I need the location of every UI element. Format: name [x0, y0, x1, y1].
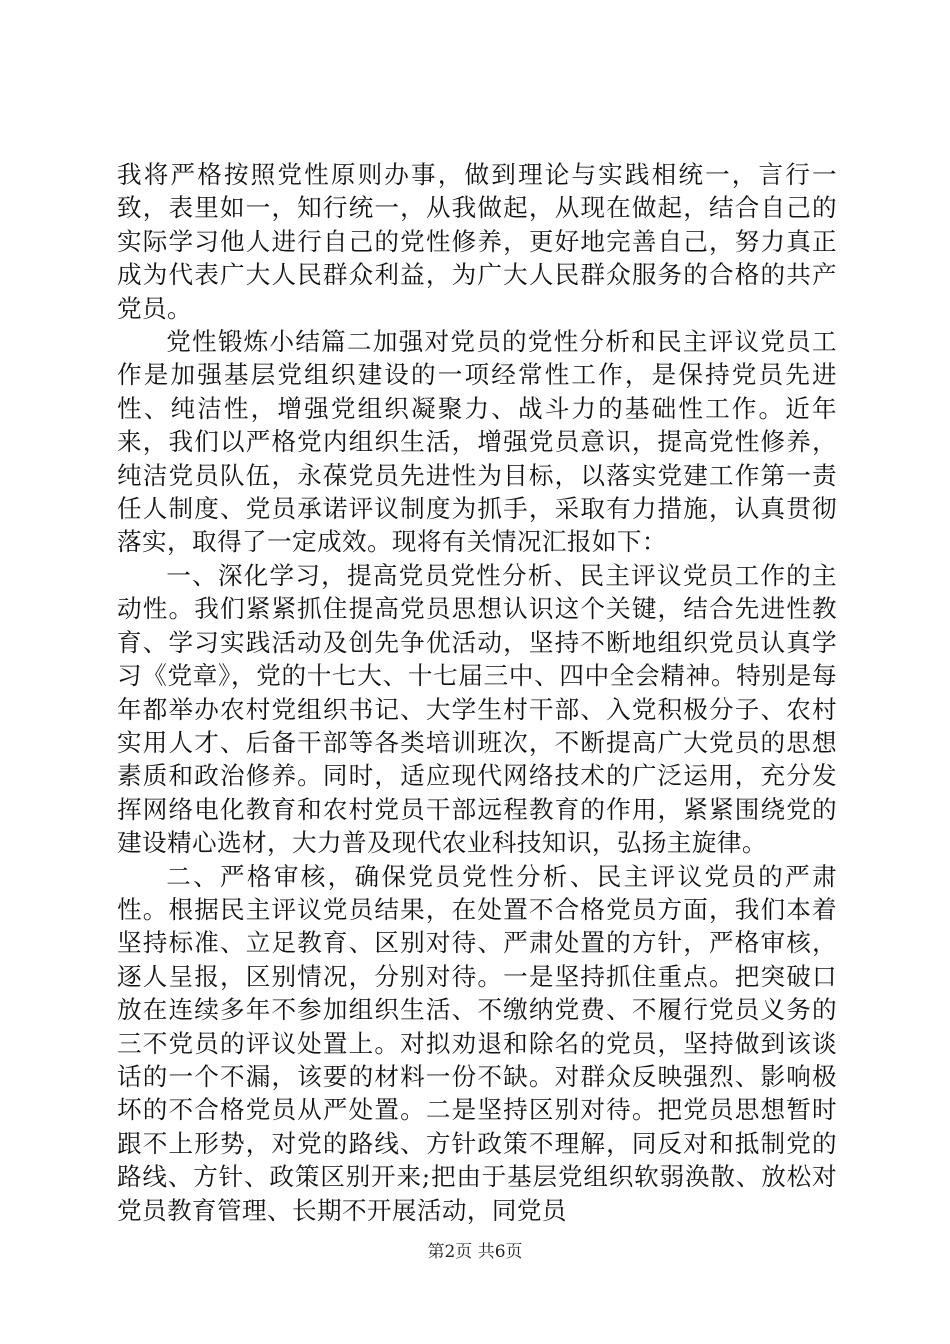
- page-number: 第2页: [427, 1242, 473, 1262]
- page-footer: [0, 1242, 950, 1262]
- paragraph-1: 我将严格按照党性原则办事，做到理论与实践相统一，言行一致，表里如一，知行统一，从我做起，从现在做起，结合自己的实际学习他人进行自己的党性修养，更好地完善自己，努力真正成为代表广大人民群众利益，为广大人民群众服务的合格的共产党员。: [117, 160, 837, 323]
- document-body: [117, 158, 837, 1227]
- paragraph-4: 二、严格审核，确保党员党性分析、民主评议党员的严肃性。根据民主评议党员结果，在处置不合格党员方面，我们本着坚持标准、立足教育、区别对待、严肃处置的方针，严格审核，逐人呈报，区别情况，分别对待。一是坚持抓住重点。把突破口放在连续多年不参加组织生活、不缴纳党费、不履行党员义务的三不党员的评议处置上。对拟劝退和除名的党员，坚持做到该谈话的一个不漏，该要的材料一份不缺。对群众反映强烈、影响极坏的不合格党员从严处置。二是坚持区别对待。把党员思想暂时跟不上形势，对党的路线、方针政策不理解，同反对和抵制党的路线、方针、政策区别开来;把由于基层党组织软弱涣散、放松对党员教育管理、长期不开展活动，同党员: [117, 861, 837, 1225]
- page-total: 共6页: [477, 1242, 523, 1262]
- paragraph-2: 党性锻炼小结篇二加强对党员的党性分析和民主评议党员工作是加强基层党组织建设的一项经常性工作，是保持党员先进性、纯洁性，增强党组织凝聚力、战斗力的基础性工作。近年来，我们以严格党内组织生活，增强党员意识，提高党性修养，纯洁党员队伍，永葆党员先进性为目标，以落实党建工作第一责任人制度、党员承诺评议制度为抓手，采取有力措施，认真贯彻落实，取得了一定成效。现将有关情况汇报如下：: [117, 327, 837, 557]
- paragraph-3: 一、深化学习，提高党员党性分析、民主评议党员工作的主动性。我们紧紧抓住提高党员思想认识这个关键，结合先进性教育、学习实践活动及创先争优活动，坚持不断地组织党员认真学习《党章》，党的十七大、十七届三中、四中全会精神。特别是每年都举办农村党组织书记、大学生村干部、入党积极分子、农村实用人才、后备干部等各类培训班次，不断提高广大党员的思想素质和政治修养。同时，适应现代网络技术的广泛运用，充分发挥网络电化教育和农村党员干部远程教育的作用，紧紧围绕党的建设精心选材，大力普及现代农业科技知识，弘扬主旋律。: [117, 560, 837, 858]
